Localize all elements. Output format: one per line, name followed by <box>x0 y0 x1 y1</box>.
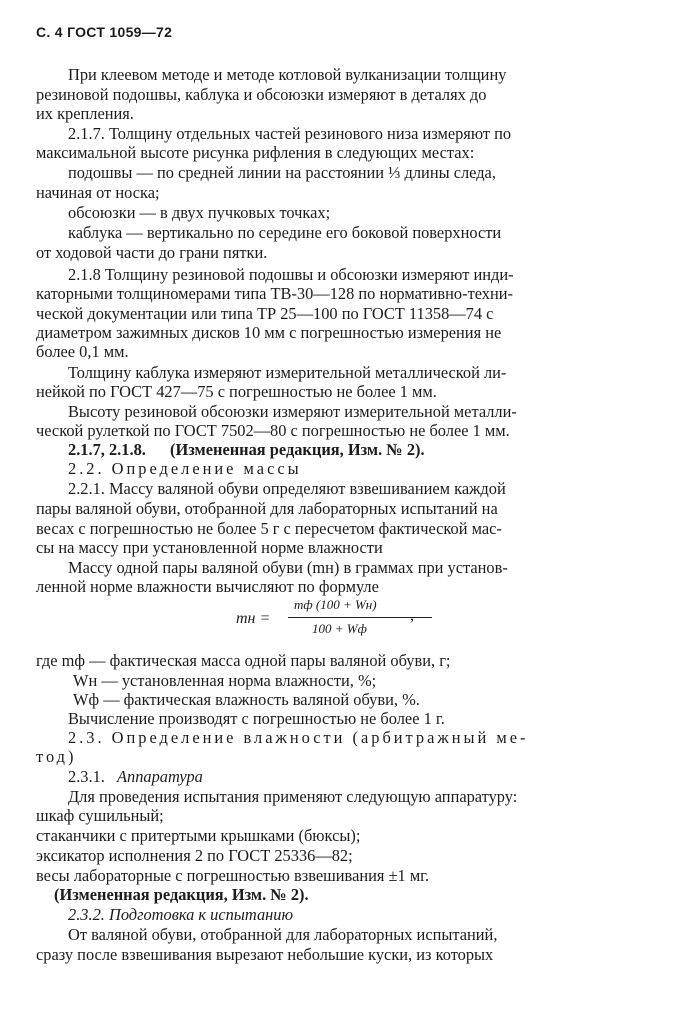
text-line: подошвы — по средней линии на расстоянии ⅓ длины следа, <box>68 163 496 182</box>
text-line: их крепления. <box>36 104 134 123</box>
amendment-note: (Измененная редакция, Изм. № 2). <box>170 440 425 459</box>
text-line: 2.1.7. Толщину отдельных частей резинового низа измеряют по <box>68 124 512 143</box>
text-line: весы лабораторные с погрешностью взвешивания ±1 мг. <box>36 866 430 885</box>
text-line: где mф — фактическая масса одной пары валяной обуви, г; <box>36 651 451 670</box>
page-header: С. 4 ГОСТ 1059—72 <box>36 24 173 40</box>
formula-denominator: 100 + Wф <box>312 621 367 636</box>
text-line: Вычисление производят с погрешностью не более 1 г. <box>68 709 445 728</box>
text-line: 2.1.8 Толщину резиновой подошвы и обсоюзки измеряют инди- <box>68 265 514 284</box>
subsection-number: 2.3.1. <box>68 767 105 786</box>
text-line: От валяной обуви, отобранной для лабораторных испытаний, <box>68 925 498 944</box>
text-line: более 0,1 мм. <box>36 342 129 361</box>
text-line: обсоюзки — в двух пучковых точках; <box>68 203 331 222</box>
text-line: пары валяной обуви, отобранной для лабораторных испытаний на <box>36 499 498 518</box>
text-line: Толщину каблука измеряют измерительной металлической ли- <box>68 363 507 382</box>
text-line: ческой документации или типа ТР 25—100 по ГОСТ 11358—74 с <box>36 304 494 323</box>
text-line: резиновой подошвы, каблука и обсоюзки измеряют в деталях до <box>36 85 487 104</box>
text-line: Высоту резиновой обсоюзки измеряют измерительной металли- <box>68 402 517 421</box>
text-line: сы на массу при установленной норме влажности <box>36 538 383 557</box>
mass-formula <box>236 597 436 645</box>
text-line: весах с погрешностью не более 5 г с пересчетом фактической мас- <box>36 519 502 538</box>
text-line: 2.2.1. Массу валяной обуви определяют взвешиванием каждой <box>68 479 506 498</box>
text-line: Wф — фактическая влажность валяной обуви, %. <box>73 690 420 709</box>
text-line: каблука — вертикально по середине его боковой поверхности <box>68 223 502 242</box>
text-line: эксикатор исполнения 2 по ГОСТ 25336—82; <box>36 846 353 865</box>
text-line: ческой рулеткой по ГОСТ 7502—80 с погрешностью не более 1 мм. <box>36 421 510 440</box>
text-line: Для проведения испытания применяют следующую аппаратуру: <box>68 787 518 806</box>
subsection-title: 2.3.2. Подготовка к испытанию <box>68 905 294 924</box>
subsection-title: Аппаратура <box>117 767 203 786</box>
amendment-ref: 2.1.7, 2.1.8. <box>68 440 146 459</box>
section-heading: 2.3. Определение влажности (арбитражный ме- <box>68 728 529 747</box>
text-line: Wн — установленная норма влажности, %; <box>73 671 377 690</box>
text-line: каторными толщиномерами типа ТВ-30—128 по нормативно-техни- <box>36 284 513 303</box>
text-line: Массу одной пары валяной обуви (mн) в граммах при установ- <box>68 558 508 577</box>
text-line: При клеевом методе и методе котловой вулканизации толщину <box>68 65 507 84</box>
formula-numerator: mф (100 + Wн) <box>294 597 377 612</box>
text-line: сразу после взвешивания вырезают небольшие куски, из которых <box>36 945 494 964</box>
text-line: шкаф сушильный; <box>36 806 164 825</box>
text-line: диаметром зажимных дисков 10 мм с погрешностью измерения не <box>36 323 502 342</box>
amendment-note: (Измененная редакция, Изм. № 2). <box>54 885 309 904</box>
text-line: тод) <box>36 747 77 766</box>
text-line: максимальной высоте рисунка рифления в следующих местах: <box>36 143 475 162</box>
text-line: ленной норме влажности вычисляют по формуле <box>36 577 379 596</box>
formula-comma: , <box>410 607 414 624</box>
text-line: стаканчики с притертыми крышками (бюксы); <box>36 826 361 845</box>
text-line: начиная от носка; <box>36 183 160 202</box>
formula-lhs: mн = <box>236 610 271 627</box>
text-line: нейкой по ГОСТ 427—75 с погрешностью не более 1 мм. <box>36 382 437 401</box>
section-heading: 2.2. Определение массы <box>68 459 302 478</box>
text-line: от ходовой части до грани пятки. <box>36 243 268 262</box>
